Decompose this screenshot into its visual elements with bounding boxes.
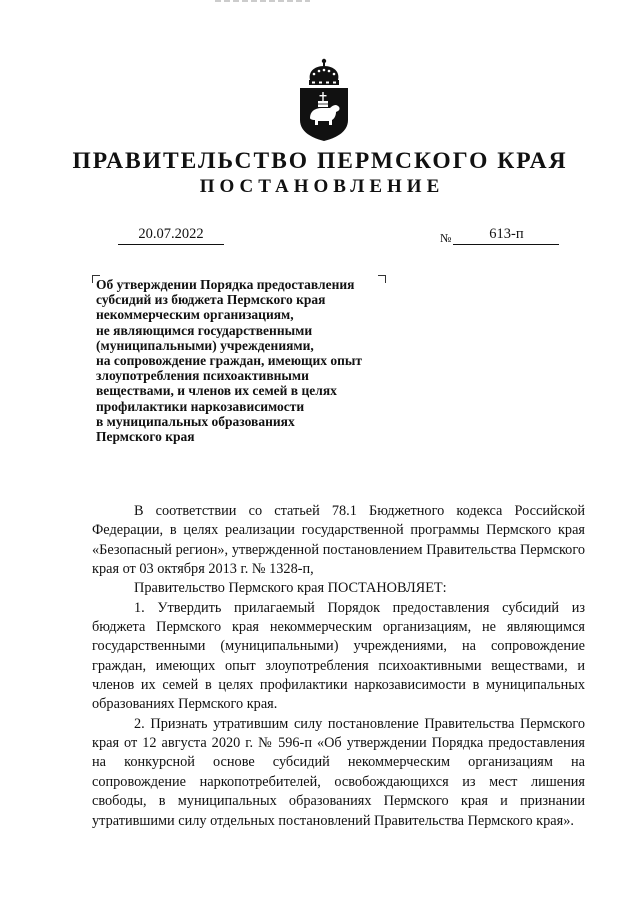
clause-1-paragraph: 1. Утвердить прилагаемый Порядок предоставления субсидий из бюджета Пермского края некоммерческим организациям, не являющимся государственными (муниципальными) учреждениями, на сопровождение граждан, имеющих опыт злоупотребления психоактивными веществами, и членов их семей в целях профилактики наркозависимости в муниципальных образованиях Пермского края. — [92, 599, 585, 713]
subject-line: Пермского края — [96, 429, 195, 445]
subject-line: не являющимся государственными — [96, 322, 313, 338]
document-number-block — [440, 226, 559, 245]
perm-krai-coat-of-arms-icon — [296, 58, 352, 142]
subject-line: на сопровождение граждан, имеющих опыт — [96, 353, 363, 369]
document-subject — [96, 277, 416, 444]
resolution-paragraph: Правительство Пермского края ПОСТАНОВЛЯЕТ: — [134, 580, 447, 597]
preamble-paragraph: В соответствии со статьей 78.1 Бюджетного кодекса Российской Федерации, в целях реализации государственной программы Пермского края «Безопасный регион», утвержденной постановлением Правительства Пермского края от 03 октября 2013 г. № 1328-п, — [92, 503, 585, 578]
subject-line: (муниципальными) учреждениями, — [96, 337, 314, 353]
subject-line: профилактики наркозависимости — [96, 398, 305, 414]
scan-edge-artifact — [215, 0, 310, 2]
subject-line: некоммерческим организациям, — [96, 307, 294, 323]
document-type: ПОСТАНОВЛЕНИЕ — [199, 176, 445, 197]
number-sign: № — [440, 231, 452, 245]
subject-line: в муниципальных образованиях — [96, 413, 295, 429]
document-date: 20.07.2022 — [118, 226, 224, 245]
document-number: 613-п — [453, 226, 559, 245]
government-title: ПРАВИТЕЛЬСТВО ПЕРМСКОГО КРАЯ — [72, 148, 568, 174]
subject-line: субсидий из бюджета Пермского края — [96, 292, 326, 308]
document-body — [92, 502, 585, 831]
subject-line: злоупотребления психоактивными — [96, 368, 309, 384]
subject-line: Об утверждении Порядка предоставления — [96, 277, 355, 292]
subject-line: веществами, и членов их семей в целях — [96, 383, 337, 399]
clause-2-paragraph: 2. Признать утратившим силу постановление Правительства Пермского края от 12 августа 2020 г. № 596-п «Об утверждении Порядка предоставления на конкурсной основе субсидий некоммерческим организациям на сопровождение наркопотребителей, освобождающихся из мест лишения свободы, в муниципальных образованиях Пермского края и признании утратившими силу отдельных постановлений Правительства Пермского края». — [92, 715, 585, 829]
